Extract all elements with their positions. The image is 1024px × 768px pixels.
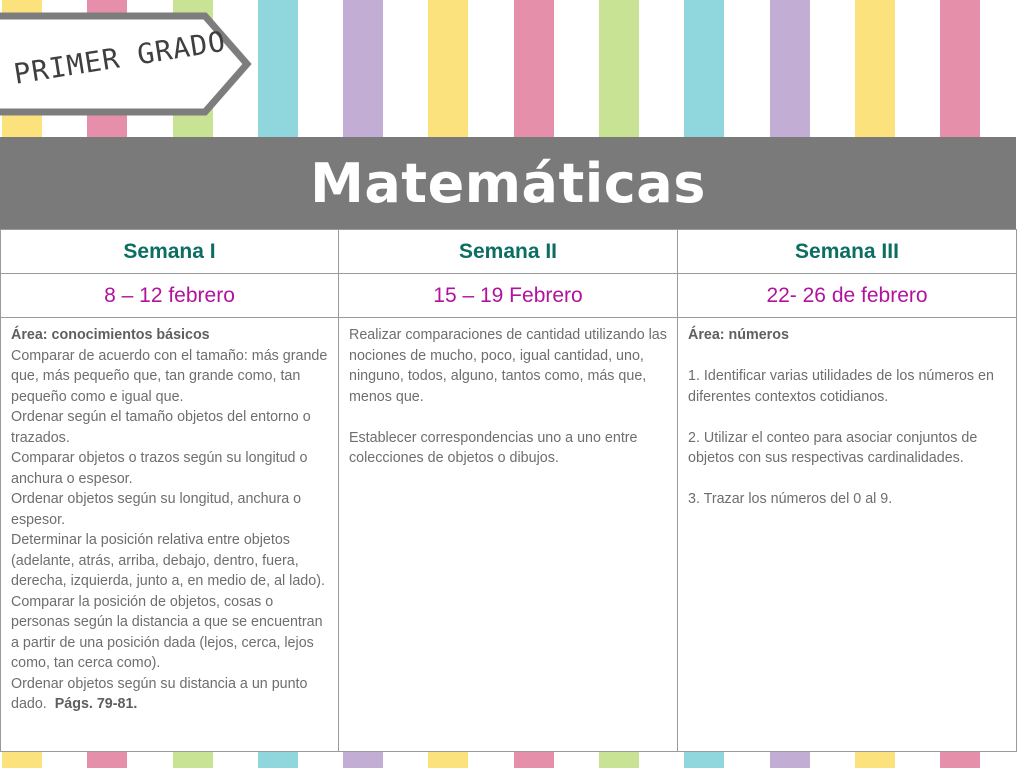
week-1-content (1, 318, 339, 752)
badge-label: PRIMER GRADO (11, 24, 229, 91)
week-1-item: Comparar la posición de objetos, cosas o personas según la distancia a que se encuentran a partir de una posición dada (lejos, cerca, lejos como, tan cerca como). (11, 593, 323, 671)
weekly-plan-table (0, 229, 1017, 752)
week-2-item: Realizar comparaciones de cantidad utilizando las nociones de mucho, poco, igual cantidad, uno, ninguno, todos, alguno, tantos como, más que, menos que. (349, 327, 667, 405)
title-bar (0, 137, 1016, 229)
week-1-item: Comparar de acuerdo con el tamaño: más grande que, más pequeño que, tan grande como, tan pequeño como e igual que. (11, 347, 328, 405)
week-1-last-line: Ordenar objetos según su distancia a un punto dado. (11, 675, 308, 712)
week-1-item: Determinar la posición relativa entre objetos (adelante, atrás, arriba, debajo, dentro, fuera, derecha, izquierda, junto a, en medio de, al lado). (11, 532, 325, 589)
week-3-content (678, 318, 1017, 752)
week-1-pages: Págs. 79-81. (54, 696, 138, 712)
page-title: Matemáticas (310, 151, 706, 215)
week-1-header: Semana I (1, 230, 339, 274)
week-header-row (1, 230, 1017, 274)
week-3-item: 3. Trazar los números del 0 al 9. (688, 491, 893, 507)
content-row (1, 318, 1017, 752)
date-row (1, 274, 1017, 318)
week-1-dates: 8 – 12 febrero (1, 274, 339, 318)
week-3-item: 1. Identificar varias utilidades de los números en diferentes contextos cotidianos. (688, 368, 994, 405)
week-1-last-item (11, 674, 329, 715)
week-2-header: Semana II (339, 230, 678, 274)
week-1-item: Ordenar según el tamaño objetos del entorno o trazados. (11, 409, 311, 446)
week-3-dates: 22- 26 de febrero (678, 274, 1017, 318)
week-3-area-label: Área: números (688, 327, 789, 343)
week-2-dates: 15 – 19 Febrero (339, 274, 678, 318)
week-2-item: Establecer correspondencias uno a uno entre colecciones de objetos o dibujos. (349, 429, 638, 466)
week-2-content (339, 318, 678, 752)
grade-badge (0, 12, 256, 116)
week-3-item: 2. Utilizar el conteo para asociar conjuntos de objetos con sus respectivas cardinalidades. (688, 429, 978, 466)
week-3-header: Semana III (678, 230, 1017, 274)
week-1-area-label: Área: conocimientos básicos (11, 327, 210, 343)
week-1-item: Comparar objetos o trazos según su longitud o anchura o espesor. (11, 450, 308, 487)
week-1-item: Ordenar objetos según su longitud, anchura o espesor. (11, 491, 302, 528)
